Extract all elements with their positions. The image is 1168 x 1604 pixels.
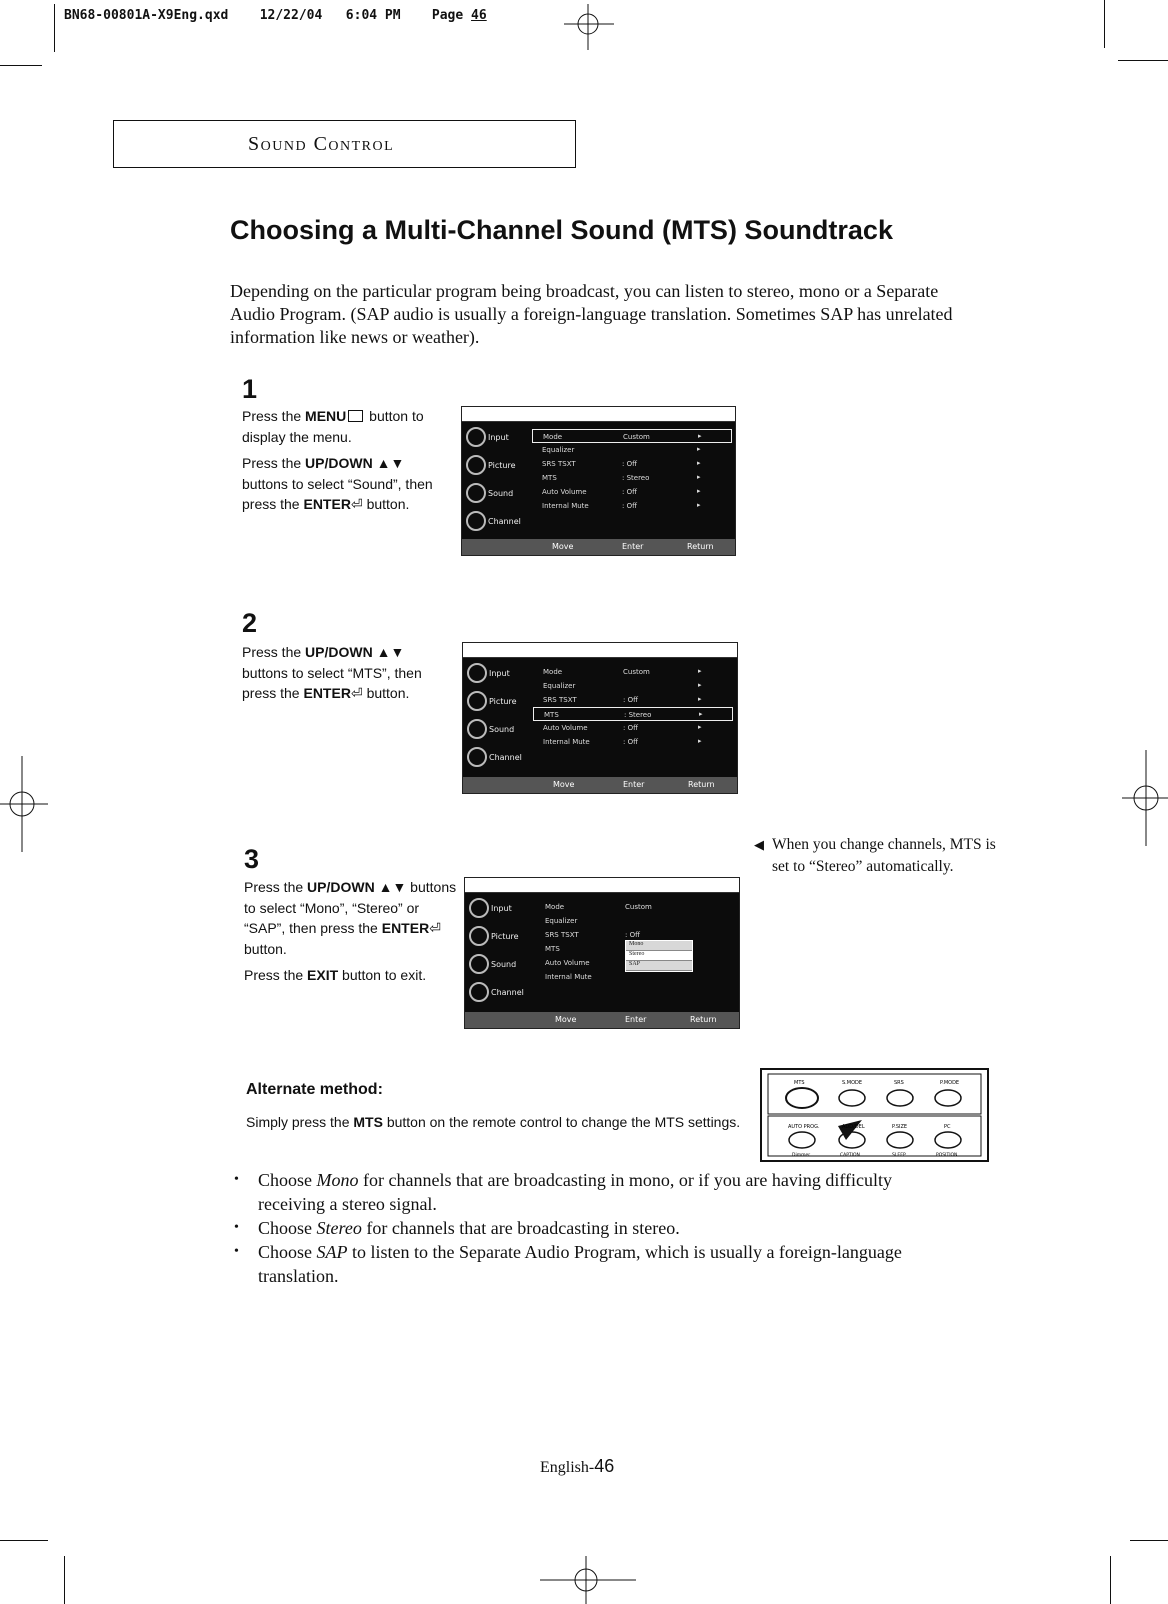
menu-row-equalizer: Equalizer ▸: [542, 445, 701, 454]
step-3-para-1: Press the UP/DOWN ▲▼ buttons to select “Mono”, “Stereo” or “SAP”, then press the ENTER⏎ button.: [244, 879, 457, 957]
crop-mark: [1104, 0, 1105, 48]
mts-option-mono: Mono: [626, 941, 692, 951]
sound-icon: [466, 483, 486, 503]
channel-icon: [466, 511, 486, 531]
slug-time: 6:04 PM: [345, 8, 401, 23]
menu-title-bar: [463, 643, 737, 658]
intro-paragraph: Depending on the particular program being broadcast, you can listen to stereo, mono or a Separate Audio Program. (SAP audio is usually a foreign-language translation. Sometimes SAP has unrelated information like news or weather).: [230, 281, 953, 347]
remote-buttons-svg: [762, 1070, 987, 1160]
registration-mark-top: [558, 0, 618, 52]
step-3-text: [244, 877, 459, 992]
svg-text:ADD/DEL: ADD/DEL: [842, 1124, 865, 1130]
step-1-para-2: Press the UP/DOWN ▲▼ buttons to select “Sound”, then press the ENTER⏎ button.: [242, 455, 433, 512]
svg-text:P.MODE: P.MODE: [940, 1080, 960, 1086]
crop-mark: [0, 65, 42, 66]
crop-mark: [1110, 1556, 1111, 1604]
step-1-text: [242, 406, 447, 521]
menu-tab-input: Input: [465, 894, 525, 922]
menu-tab-channel: Channel: [462, 507, 522, 535]
menu-row-internal-mute: Internal Mute: [545, 973, 592, 981]
svg-text:Dimmer: Dimmer: [792, 1153, 811, 1158]
menu-row-internal-mute: Internal Mute : Off ▸: [542, 501, 701, 510]
menu-row-auto-volume: Auto Volume : Off ▸: [542, 487, 701, 496]
svg-text:PC: PC: [944, 1124, 951, 1130]
enter-button-icon: ⏎: [350, 496, 363, 512]
menu-title-bar: [462, 407, 735, 422]
channel-icon: [469, 982, 489, 1002]
menu-row-mts: MTS : Stereo ▸: [533, 707, 733, 721]
menu-row-srs: SRS TSXT : Off ▸: [542, 459, 701, 468]
menu-tab-sound: Sound: [465, 950, 525, 978]
crop-mark: [54, 4, 55, 52]
side-note: [754, 834, 1002, 878]
step-2-para-1: Press the UP/DOWN ▲▼ buttons to select “MTS”, then press the ENTER⏎ button.: [242, 644, 422, 701]
printer-slug: [64, 8, 487, 23]
footer-page-number: 46: [594, 1456, 615, 1476]
menu-row-mode: Mode Custom ▸: [543, 667, 702, 676]
crop-mark: [1130, 1540, 1168, 1541]
menu-tab-picture: Picture: [465, 922, 525, 950]
step-1-number: 1: [242, 374, 258, 404]
menu-tab-input: Input: [463, 659, 523, 687]
mts-option-sap: SAP: [626, 961, 692, 971]
channel-icon: [467, 747, 487, 767]
menu-title-bar: [465, 878, 739, 893]
menu-row-auto-volume: Auto Volume: [545, 959, 590, 967]
menu-tab-picture: Picture: [463, 687, 523, 715]
menu-screenshot-3: [464, 877, 740, 1029]
slug-page-label: Page: [431, 8, 464, 23]
svg-text:SLEEP: SLEEP: [892, 1153, 906, 1158]
list-item-stereo: • Choose Stereo for channels that are broadcasting in stereo.: [232, 1216, 932, 1240]
menu-tab-channel: Channel: [463, 743, 523, 771]
page-footer: [540, 1456, 614, 1477]
svg-text:CAPTION: CAPTION: [840, 1153, 860, 1158]
slug-file: BN68-00801A-X9Eng.qxd: [64, 8, 229, 23]
svg-text:POSITION: POSITION: [936, 1153, 958, 1158]
footer-language: English-: [540, 1459, 595, 1476]
input-icon: [467, 663, 487, 683]
picture-icon: [467, 691, 487, 711]
list-item-sap: • Choose SAP to listen to the Separate Audio Program, which is usually a foreign-language translation.: [232, 1240, 932, 1288]
list-item-mono: • Choose Mono for channels that are broadcasting in mono, or if you are having difficulty receiving a stereo signal.: [232, 1168, 932, 1216]
svg-text:AUTO PROG.: AUTO PROG.: [788, 1124, 820, 1130]
mts-options-popup: [625, 940, 693, 972]
step-3-number: 3: [244, 844, 260, 874]
svg-text:S.MODE: S.MODE: [842, 1080, 863, 1086]
menu-row-srs: SRS TSXT : Off: [545, 931, 640, 939]
picture-icon: [469, 926, 489, 946]
menu-footer: Move Enter Return: [462, 539, 735, 555]
remote-control-illustration: [760, 1068, 989, 1162]
section-header: [113, 120, 576, 168]
registration-mark-right: [1118, 750, 1168, 846]
slug-date: 12/22/04: [259, 8, 323, 23]
page-title: Choosing a Multi-Channel Sound (MTS) Soundtrack: [230, 215, 893, 245]
menu-row-mode: Mode Custom: [545, 903, 652, 911]
menu-row-equalizer: Equalizer ▸: [543, 681, 702, 690]
enter-button-icon: ⏎: [350, 685, 363, 701]
step-2-number: 2: [242, 608, 258, 638]
side-note-text: When you change channels, MTS is set to “Stereo” automatically.: [772, 836, 996, 875]
menu-tab-input: Input: [462, 423, 522, 451]
enter-button-icon: ⏎: [429, 920, 441, 936]
picture-icon: [466, 455, 486, 475]
pointer-arrow-icon: ◀: [754, 837, 764, 852]
sound-icon: [467, 719, 487, 739]
alternate-method-title: Alternate method:: [246, 1081, 383, 1098]
menu-rows: [533, 665, 733, 749]
menu-tab-sound: Sound: [462, 479, 522, 507]
registration-mark-bottom: [540, 1556, 636, 1604]
mts-option-stereo: Stereo: [626, 951, 692, 961]
menu-tab-sound: Sound: [463, 715, 523, 743]
menu-footer: Move Enter Return: [463, 777, 737, 793]
menu-screenshot-2: [462, 642, 738, 794]
menu-screenshot-1: [461, 406, 736, 556]
svg-text:P.SIZE: P.SIZE: [892, 1124, 908, 1130]
menu-row-mts: MTS: [545, 945, 560, 953]
menu-rows: [532, 429, 732, 513]
registration-mark-left: [0, 756, 50, 852]
crop-mark: [1118, 60, 1168, 61]
menu-row-internal-mute: Internal Mute : Off ▸: [543, 737, 702, 746]
crop-mark: [0, 1540, 48, 1541]
section-header-label: Sound Control: [248, 133, 395, 155]
step-2-text: [242, 642, 447, 710]
menu-button-icon: [348, 410, 363, 422]
input-icon: [469, 898, 489, 918]
menu-footer: Move Enter Return: [465, 1012, 739, 1028]
svg-text:SRS: SRS: [894, 1080, 904, 1086]
menu-row-srs: SRS TSXT : Off ▸: [543, 695, 702, 704]
menu-row-equalizer: Equalizer: [545, 917, 578, 925]
menu-tab-channel: Channel: [465, 978, 525, 1006]
alternate-method-text: Simply press the MTS button on the remote control to change the MTS settings.: [246, 1114, 741, 1130]
step-1-para-1: Press the MENU button to display the menu.: [242, 408, 424, 445]
options-list: [232, 1168, 932, 1288]
input-icon: [466, 427, 486, 447]
step-3-para-2: Press the EXIT button to exit.: [244, 967, 427, 983]
svg-text:MTS: MTS: [794, 1080, 805, 1086]
menu-row-auto-volume: Auto Volume : Off ▸: [543, 723, 702, 732]
menu-row-mode: Mode Custom ▸: [532, 429, 732, 443]
slug-page-number: 46: [471, 8, 487, 23]
menu-tab-picture: Picture: [462, 451, 522, 479]
sound-icon: [469, 954, 489, 974]
crop-mark: [64, 1556, 65, 1604]
menu-row-mts: MTS : Stereo ▸: [542, 473, 701, 482]
